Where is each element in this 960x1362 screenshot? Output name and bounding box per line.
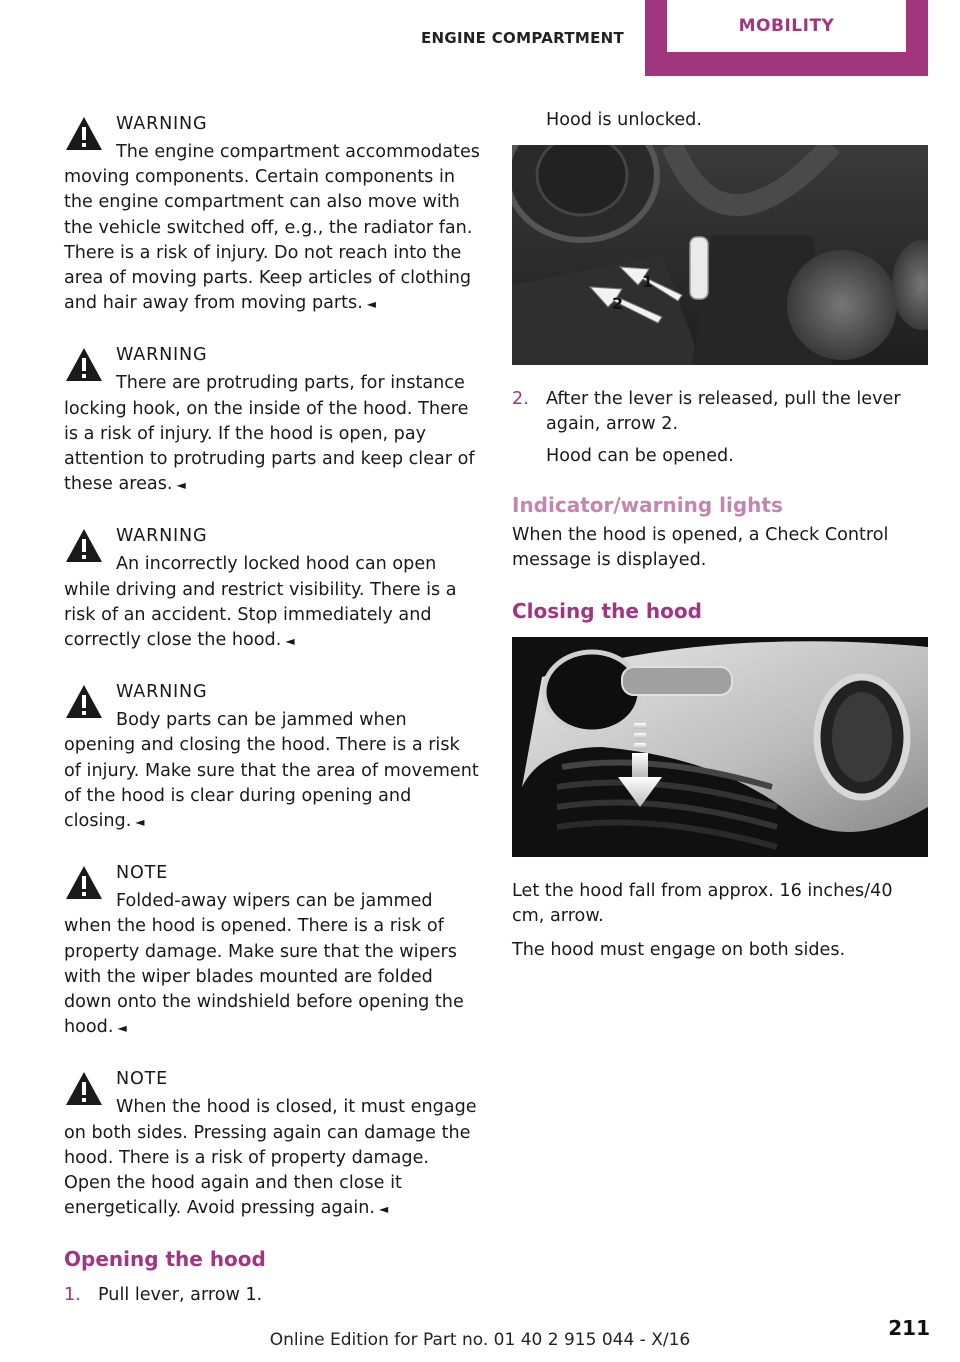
notice-5 — [64, 857, 480, 1041]
end-mark-icon: ◄ — [135, 815, 145, 830]
notice-text — [64, 1095, 480, 1222]
step-number: 2. — [512, 389, 529, 410]
notice-text — [64, 889, 480, 1041]
notice-body: The engine compartment accommodates moving components. Certain components in the engine compartment can also move with the vehicle switched off, e.g., the radiator fan. There is a risk of injury. Do not reach into the area of moving parts. Keep articles of clothing and hair away from moving parts. — [64, 142, 480, 314]
end-mark-icon: ◄ — [366, 297, 377, 312]
warning-triangle-icon — [64, 682, 104, 722]
notice-3 — [64, 520, 480, 654]
notice-type: WARNING — [116, 345, 208, 366]
notice-body: Body parts can be jammed when opening and closing the hood. There is a risk of injury. Make sure that the area of movement of the hood is clear during opening and closing. — [64, 710, 479, 832]
opening-heading: Opening the hood — [64, 1246, 266, 1271]
chapter-tab — [645, 0, 928, 76]
notice-text — [64, 552, 480, 654]
end-mark-icon: ◄ — [176, 478, 186, 493]
notice-body: When the hood is closed, it must engage on both sides. Pressing again can damage the hood. There is a risk of property damage. Open the hood again and then close it energetically. Avoid pressing again. — [64, 1097, 477, 1219]
arrow-1-label: 1 — [642, 272, 654, 292]
notice-4 — [64, 676, 480, 835]
warning-triangle-icon — [64, 345, 104, 385]
notice-1 — [64, 108, 480, 317]
warning-triangle-icon — [64, 526, 104, 566]
notice-body: An incorrectly locked hood can open while driving and restrict visibility. There is a risk of an accident. Stop immediately and correctly close the hood. — [64, 554, 457, 651]
notice-6 — [64, 1063, 480, 1222]
step-2-result: Hood can be opened. — [546, 445, 734, 466]
notice-type: WARNING — [116, 682, 208, 703]
step-1 — [64, 1283, 480, 1308]
hood-figure — [512, 637, 928, 857]
notice-type: NOTE — [116, 863, 169, 884]
arrow-2-label: 2 — [612, 294, 624, 314]
notice-list — [64, 108, 480, 1223]
notice-text — [64, 708, 480, 835]
step-text: After the lever is released, pull the lever again, arrow 2. — [546, 389, 901, 435]
chapter-tab-label: MOBILITY — [667, 0, 906, 52]
right-column — [512, 108, 928, 971]
step-text: Pull lever, arrow 1. — [98, 1284, 263, 1305]
notice-text — [64, 140, 480, 317]
warning-triangle-icon — [64, 114, 104, 154]
running-header-section: ENGINE COMPARTMENT — [420, 29, 625, 47]
end-mark-icon: ◄ — [117, 1021, 127, 1036]
left-column — [64, 108, 480, 1314]
warning-triangle-icon — [64, 1069, 104, 1109]
closing-heading: Closing the hood — [512, 599, 702, 624]
page-number: 211 — [888, 1316, 930, 1340]
notice-text — [64, 371, 480, 498]
edition-footer: Online Edition for Part no. 01 40 2 915 044 - X/16 — [269, 1330, 691, 1350]
notice-type: NOTE — [116, 1069, 169, 1090]
lever-figure — [512, 145, 928, 365]
closing-text-2: The hood must engage on both sides. — [512, 939, 846, 960]
indicator-text: When the hood is opened, a Check Control message is displayed. — [512, 524, 889, 571]
notice-body: Folded-away wipers can be jammed when the hood is opened. There is a risk of property damage. Make sure that the wipers with the wiper blades mounted are folded down onto the windshield before opening the hood. — [64, 891, 464, 1038]
end-mark-icon: ◄ — [285, 634, 295, 649]
notice-2 — [64, 339, 480, 498]
step-2 — [512, 387, 928, 437]
closing-text-1: Let the hood fall from approx. 16 inches/40 cm, arrow. — [512, 881, 893, 927]
step-number: 1. — [64, 1284, 81, 1305]
notice-body: There are protruding parts, for instance locking hook, on the inside of the hood. There is a risk of injury. If the hood is open, pay attention to protruding parts and keep clear of these areas. — [64, 373, 475, 495]
notice-type: WARNING — [116, 526, 208, 547]
end-mark-icon: ◄ — [378, 1202, 389, 1217]
indicator-heading: Indicator/warning lights — [512, 492, 783, 517]
step-1-result: Hood is unlocked. — [546, 110, 702, 130]
notice-type: WARNING — [116, 114, 208, 134]
warning-triangle-icon — [64, 863, 104, 903]
